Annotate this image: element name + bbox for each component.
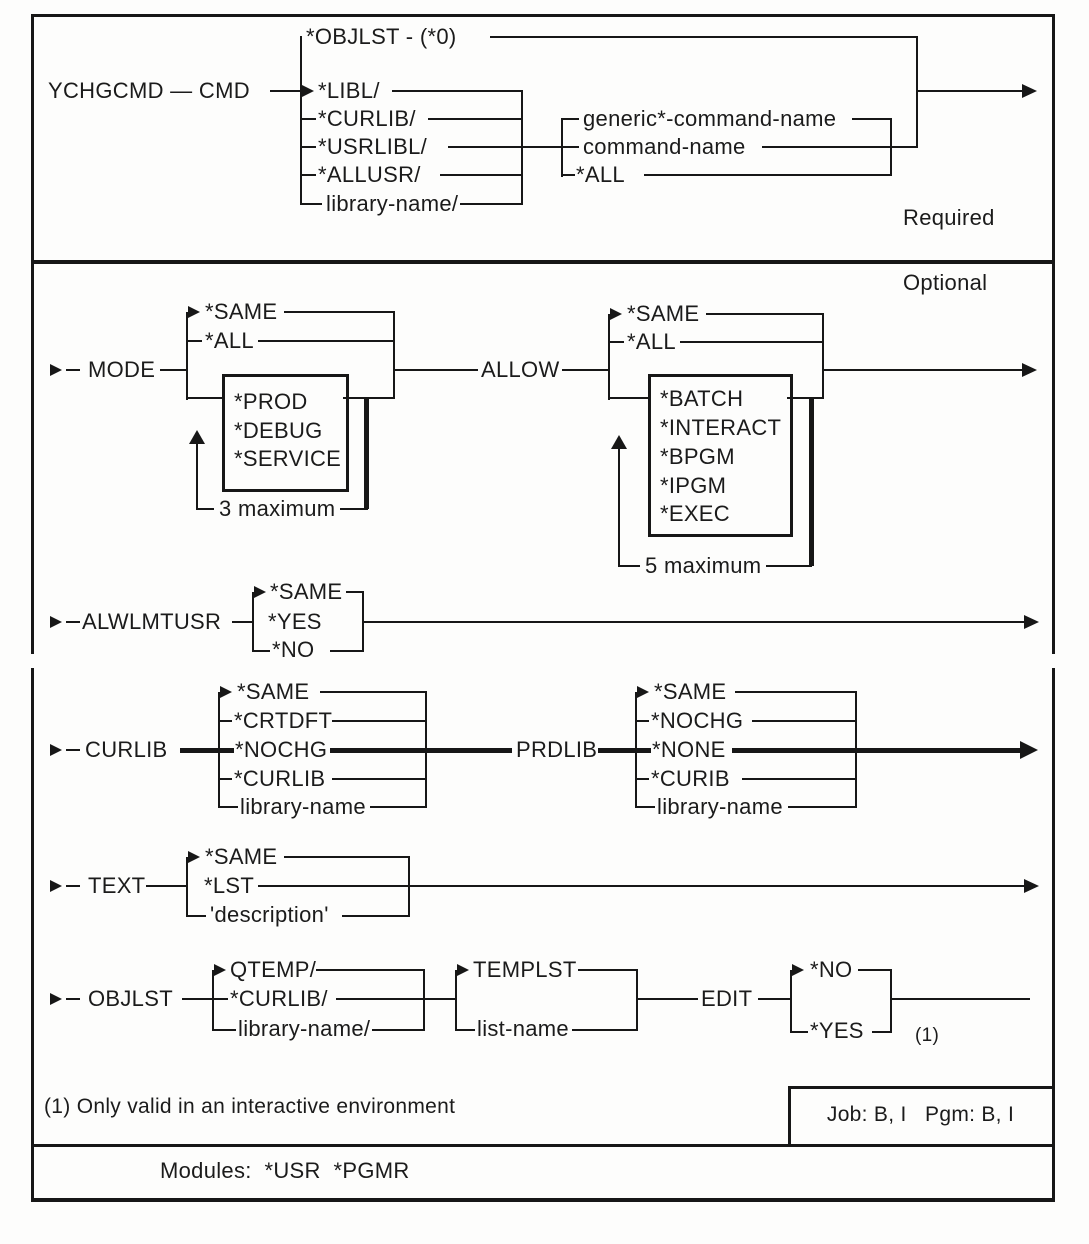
objlst-label: OBJLST xyxy=(88,986,173,1011)
rail xyxy=(66,621,80,623)
rail xyxy=(916,90,1022,92)
alwlmtusr-label: ALWLMTUSR xyxy=(82,609,222,634)
allow-option-all: *ALL xyxy=(627,329,676,354)
prdlib-option-libname: library-name xyxy=(657,794,783,819)
rail xyxy=(186,312,188,400)
rail xyxy=(636,969,638,1031)
frame-right-upper xyxy=(1052,14,1055,654)
rail xyxy=(822,369,1022,371)
rail xyxy=(270,90,302,92)
rail xyxy=(762,146,892,148)
rail xyxy=(66,749,80,751)
rail xyxy=(790,1031,808,1033)
default-arrow-icon xyxy=(214,964,226,976)
rail xyxy=(735,691,857,693)
rail xyxy=(448,146,522,148)
rail xyxy=(858,969,892,971)
rail xyxy=(284,856,410,858)
prdlib-option-curib: *CURIB xyxy=(651,766,730,791)
rail xyxy=(608,341,624,343)
rail xyxy=(66,885,80,887)
objlst-option-listname: list-name xyxy=(477,1016,569,1041)
rail xyxy=(608,314,610,400)
mode-box-debug: *DEBUG xyxy=(234,418,323,443)
curlib-label: CURLIB xyxy=(85,737,168,762)
rail xyxy=(218,778,232,780)
cmd-option-libl: *LIBL/ xyxy=(318,78,380,103)
rail xyxy=(822,313,824,399)
rail xyxy=(872,1031,892,1033)
repeat-up-arrow-icon xyxy=(611,435,627,449)
rail xyxy=(635,748,651,753)
text-option-description: 'description' xyxy=(210,902,329,927)
rail xyxy=(788,806,857,808)
edit-option-yes: *YES xyxy=(810,1018,864,1043)
rail xyxy=(332,778,427,780)
rail xyxy=(425,748,512,753)
rail xyxy=(372,1029,425,1031)
cmd-option-all: *ALL xyxy=(576,162,625,187)
rail xyxy=(336,998,423,1000)
mode-option-same: *SAME xyxy=(205,299,278,324)
objlst-option-curlib: *CURLIB/ xyxy=(230,986,328,1011)
rail xyxy=(300,203,322,205)
rail xyxy=(636,998,698,1000)
rail xyxy=(252,650,270,652)
rail xyxy=(342,915,410,917)
rail xyxy=(182,998,214,1000)
mode-box-service: *SERVICE xyxy=(234,446,342,471)
default-arrow-icon xyxy=(457,964,469,976)
repeat-rail xyxy=(196,443,198,509)
rail xyxy=(561,174,575,176)
prdlib-option-none: *NONE xyxy=(652,737,726,762)
allow-box-exec: *EXEC xyxy=(660,501,730,526)
rail xyxy=(212,998,228,1000)
default-arrow-icon xyxy=(302,85,314,97)
rail xyxy=(393,311,395,399)
modules-text: Modules: *USR *PGMR xyxy=(160,1158,410,1183)
text-option-lst: *LST xyxy=(204,873,255,898)
rail xyxy=(392,90,522,92)
text-label: TEXT xyxy=(88,873,146,898)
rail xyxy=(758,998,792,1000)
rail xyxy=(370,806,427,808)
rail xyxy=(180,748,220,753)
rail xyxy=(787,397,824,399)
rail xyxy=(890,146,918,148)
alwlmtusr-option-yes: *YES xyxy=(268,609,322,634)
repeat-rail xyxy=(364,399,369,509)
default-arrow-icon xyxy=(188,306,200,318)
rail xyxy=(742,778,857,780)
cmd-option-curlib: *CURLIB/ xyxy=(318,106,416,131)
curlib-option-same: *SAME xyxy=(237,679,310,704)
prdlib-option-same: *SAME xyxy=(654,679,727,704)
rail xyxy=(572,1029,638,1031)
frame-left-lower xyxy=(31,668,34,1202)
rail xyxy=(752,720,857,722)
rail xyxy=(212,970,214,1031)
repeat-up-arrow-icon xyxy=(189,430,205,444)
entry-arrow-icon xyxy=(50,744,62,756)
rail xyxy=(916,36,918,148)
rail xyxy=(66,998,80,1000)
rail xyxy=(490,36,918,38)
rail-end-arrow-icon xyxy=(1024,615,1039,629)
prdlib-label: PRDLIB xyxy=(516,737,598,762)
rail xyxy=(160,369,188,371)
repeat-rail xyxy=(809,399,814,566)
objlst-option-libname: library-name/ xyxy=(238,1016,371,1041)
optional-label: Optional xyxy=(903,270,988,295)
rail xyxy=(212,1029,236,1031)
allow-repeat-note: 5 maximum xyxy=(640,555,766,577)
rail xyxy=(635,778,649,780)
cmd-option-objlst: *OBJLST - (*0) xyxy=(306,24,457,49)
rail xyxy=(330,748,427,753)
rail xyxy=(300,118,316,120)
rail xyxy=(635,720,649,722)
rail xyxy=(644,174,892,176)
rail xyxy=(146,885,188,887)
rail xyxy=(186,340,202,342)
cmd-option-libname: library-name/ xyxy=(326,191,459,216)
rail xyxy=(186,397,224,399)
entry-arrow-icon xyxy=(50,364,62,376)
rail-end-arrow-icon xyxy=(1022,363,1037,377)
rail xyxy=(66,369,80,371)
allow-box-ipgm: *IPGM xyxy=(660,473,727,498)
rail xyxy=(790,970,792,1033)
rail-end-arrow-icon xyxy=(1024,879,1039,893)
mode-option-all: *ALL xyxy=(205,328,254,353)
rail xyxy=(258,340,394,342)
rail xyxy=(423,998,457,1000)
curlib-option-libname: library-name xyxy=(240,794,366,819)
rail xyxy=(635,806,655,808)
rail xyxy=(300,174,316,176)
allow-box-batch: *BATCH xyxy=(660,386,744,411)
rail xyxy=(284,311,394,313)
required-label: Required xyxy=(903,205,995,230)
repeat-rail xyxy=(618,448,620,566)
rail xyxy=(232,621,254,623)
rail xyxy=(561,118,579,120)
rail xyxy=(732,748,857,753)
command-title: YCHGCMD — CMD xyxy=(48,78,250,103)
rail xyxy=(561,146,579,148)
rail xyxy=(855,748,1022,753)
rail xyxy=(408,856,410,917)
cmd-option-name: command-name xyxy=(583,134,746,159)
edit-footnote-ref: (1) xyxy=(915,1025,940,1046)
default-arrow-icon xyxy=(220,686,232,698)
objlst-option-qtemp: QTEMP/ xyxy=(230,957,317,982)
rail xyxy=(455,970,457,1031)
rail xyxy=(680,341,824,343)
rail xyxy=(440,174,522,176)
default-arrow-icon xyxy=(610,308,622,320)
rail xyxy=(300,36,302,205)
rail xyxy=(890,998,1030,1000)
frame-bottom xyxy=(31,1198,1055,1202)
edit-label: EDIT xyxy=(701,986,753,1011)
default-arrow-icon xyxy=(792,964,804,976)
curlib-option-crtdft: *CRTDFT xyxy=(234,708,333,733)
rail xyxy=(598,748,638,753)
default-arrow-icon xyxy=(254,586,266,598)
default-arrow-icon xyxy=(188,851,200,863)
rail xyxy=(320,691,427,693)
rail xyxy=(186,857,188,917)
rail xyxy=(218,748,234,753)
entry-arrow-icon xyxy=(50,993,62,1005)
cmd-option-generic: generic*-command-name xyxy=(583,106,837,131)
prdlib-option-nochg: *NOCHG xyxy=(651,708,744,733)
rail-end-arrow-icon xyxy=(1022,84,1037,98)
rail xyxy=(706,313,824,315)
rail xyxy=(423,969,425,1031)
rail xyxy=(578,969,638,971)
cmd-option-usrlibl: *USRLIBL/ xyxy=(318,134,428,159)
rail xyxy=(455,1029,475,1031)
rail xyxy=(300,146,316,148)
rail xyxy=(521,146,563,148)
frame-left-upper xyxy=(31,14,34,654)
rail xyxy=(428,118,522,120)
text-option-same: *SAME xyxy=(205,844,278,869)
rail xyxy=(258,885,1024,887)
allow-option-same: *SAME xyxy=(627,301,700,326)
allow-box-interact: *INTERACT xyxy=(660,415,782,440)
allow-box-bpgm: *BPGM xyxy=(660,444,735,469)
rail xyxy=(393,369,478,371)
default-arrow-icon xyxy=(637,686,649,698)
rail xyxy=(852,118,892,120)
rail xyxy=(186,915,206,917)
cmd-option-allusr: *ALLUSR/ xyxy=(318,162,421,187)
allow-label: ALLOW xyxy=(481,357,560,382)
curlib-option-nochg: *NOCHG xyxy=(235,737,328,762)
mode-label: MODE xyxy=(88,357,156,382)
rail xyxy=(218,720,232,722)
rail xyxy=(890,969,892,1032)
rail xyxy=(332,720,427,722)
entry-arrow-icon xyxy=(50,616,62,628)
rail xyxy=(252,592,254,652)
edit-option-no: *NO xyxy=(810,957,853,982)
rail xyxy=(316,969,423,971)
job-pgm-text: Job: B, I Pgm: B, I xyxy=(826,1103,1015,1126)
divider-required-optional xyxy=(31,260,1055,264)
mode-box-prod: *PROD xyxy=(234,389,308,414)
rail xyxy=(218,806,238,808)
objlst-option-templst: TEMPLST xyxy=(473,957,577,982)
rail xyxy=(362,621,1024,623)
rail xyxy=(562,369,610,371)
rail xyxy=(343,397,395,399)
curlib-option-curlib: *CURLIB xyxy=(234,766,326,791)
mode-repeat-note: 3 maximum xyxy=(214,498,340,520)
rail xyxy=(330,650,364,652)
rail xyxy=(608,397,650,399)
alwlmtusr-option-same: *SAME xyxy=(270,579,343,604)
rail xyxy=(460,203,522,205)
entry-arrow-icon xyxy=(50,880,62,892)
frame-top xyxy=(31,14,1055,17)
alwlmtusr-option-no: *NO xyxy=(272,637,315,662)
rail-end-arrow-icon xyxy=(1020,741,1038,759)
footnote-text: (1) Only valid in an interactive environment xyxy=(44,1095,456,1118)
